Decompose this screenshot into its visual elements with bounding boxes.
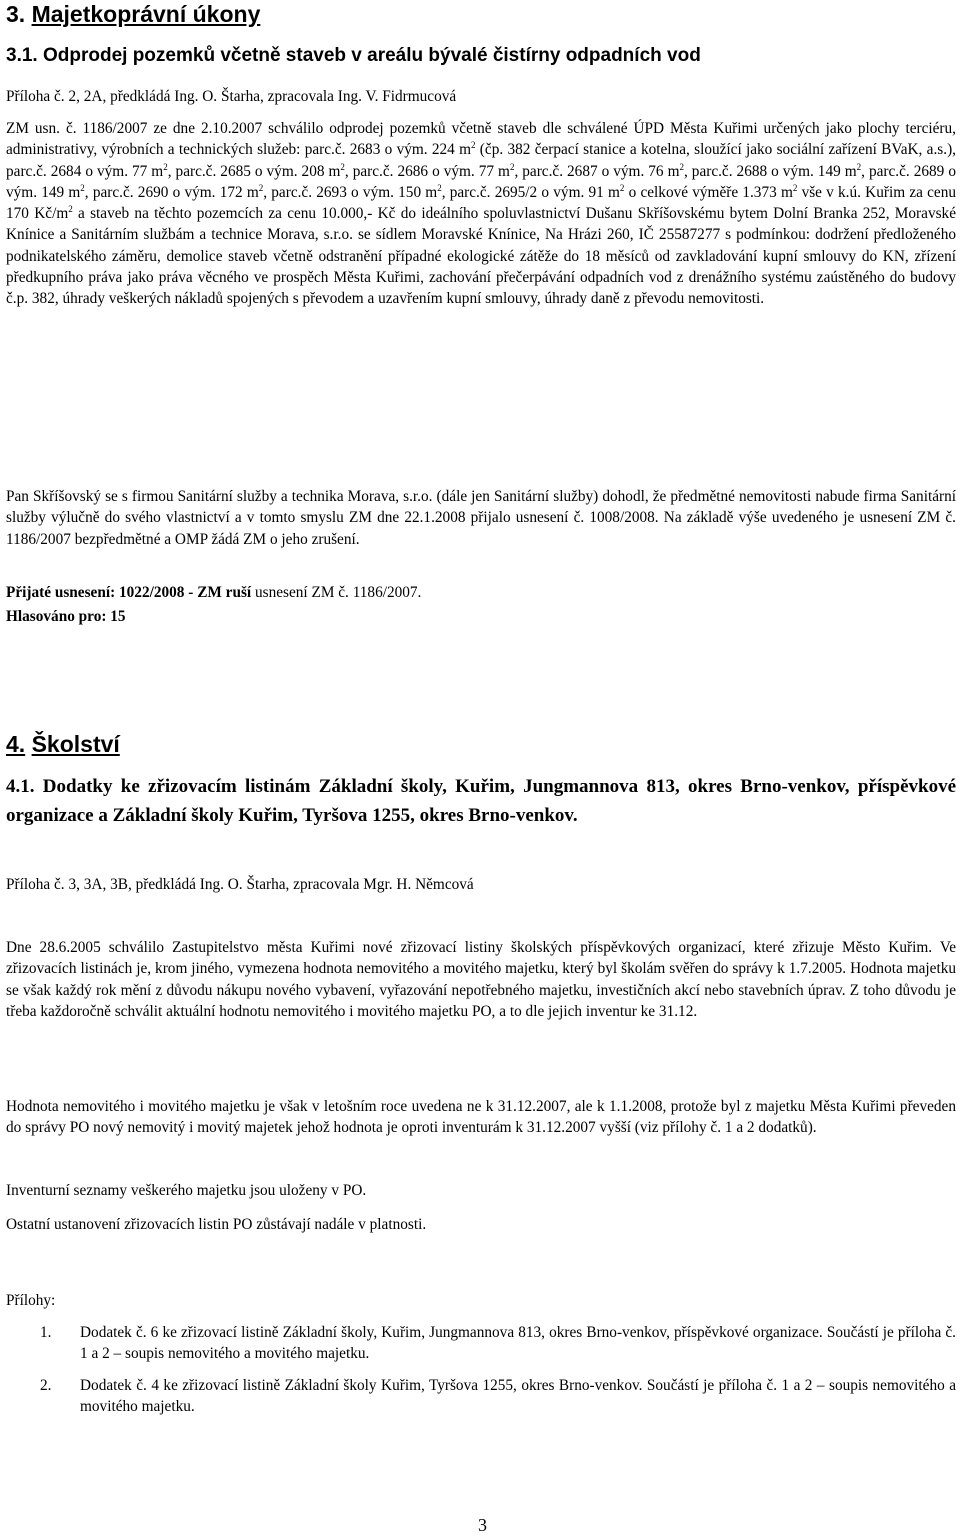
section-4-1-attachment: Příloha č. 3, 3A, 3B, předkládá Ing. O. Štarha, zpracovala Mgr. H. Němcová [6,876,474,893]
resolution-rest: usnesení ZM č. 1186/2007. [251,584,422,601]
section-4-heading [6,729,120,759]
section-4-1-paragraph-4: Ostatní ustanovení zřizovacích listin PO zůstávají nadále v platnosti. [6,1216,427,1233]
section-3-1-attachment: Příloha č. 2, 2A, předkládá Ing. O. Štarha, zpracovala Ing. V. Fidrmucová [6,88,457,105]
section-3-1-paragraph-1: ZM usn. č. 1186/2007 ze dne 2.10.2007 schválilo odprodej pozemků včetně staveb dle schválené ÚPD Města Kuřimi určených jako plochy terciéru, administrativy, výrobních a technických služeb: parc.č. 2683 o vým. 224 $m^2$ (čp. 382 čerpací stanice a kotelna, sloužící jako sociální zařízení BVaK, a.s.), parc.č. 2684 o vým. 77 $m^2$, parc.č. 2685 o vým. 208 $m^2$, parc.č. 2686 o vým. 77 $m^2$, parc.č. 2687 o vým. 76 $m^2$, parc.č. 2688 o vým. 149 $m^2$, parc.č. 2689 o vým. 149 $m^2$, parc.č. 2690 o vým. 172 $m^2$, parc.č. 2693 o vým. 150 $m^2$, parc.č. 2695/2 o vým. 91 $m^2$ o celkové výměře 1.373 $m^2$ vše v k.ú. Kuřim za cenu 170 $Kč/m^2$ a staveb na těchto pozemcích za cenu 10.000,- Kč do ideálního spoluvlastnictví Dušanu Skříšovskému bytem Dolní Branka 252, Moravské Knínice a Sanitárním službám a technice Morava, s.r.o. se sídlem Moravské Knínice, Na Hrázi 260, IČ 25587277 s podmínkou: dodržení předloženého podnikatelského záměru, demolice staveb včetně odstranění případné ekologické zátěže do 18 měsíců od zavkladování kupní smlouvy do KN, zřízení předkupního práva jako práva věcného ve prospěch Města Kuřimi, zachování přečerpávání odpadních vod z drenážního systému zaústěného do budovy č.p. 382, úhrady veškerých nákladů spojených s převodem a uzavřením kupní smlouvy, úhrady daně z převodu nemovitosti. [6,120,956,308]
annex-label: Přílohy: [6,1292,56,1309]
section-3-1-title: Odprodej pozemků včetně staveb v areálu bývalé čistírny odpadních vod [42,45,701,66]
page-number: 3 [478,1515,487,1535]
section-3-title: Majetkoprávní úkony [31,1,261,27]
list-item: 2. Dodatek č. 4 ke zřizovací listině Základní školy Kuřim, Tyršova 1255, okres Brno-venkov. Součástí je příloha č. 1 a 2 – soupis nemovitého a movitého majetku. [40,1376,956,1415]
resolution-line [6,582,956,603]
annex-list [6,1322,956,1427]
vote-count: Hlasováno pro: 15 [6,608,126,625]
section-4-1-paragraph-1: Dne 28.6.2005 schválilo Zastupitelstvo města Kuřimi nové zřizovací listiny školských příspěvkových organizací, které zřizuje Město Kuřim. Ve zřizovacích listinách je, krom jiného, vymezena hodnota nemovitého a movitého majetku, který byl školám svěřen do správy k 1.7.2005. Hodnota majetku se však každý rok mění z důvodu nákupu nového vybavení, vyřazování nepotřebného majetku, investičních akcí nebo stavebních úprav. Z toho důvodu je třeba každoročně schválit aktuální hodnotu nemovitého i movitého majetku PO, a to dle jejich inventur ke 31.12. [6,939,956,1020]
section-4-title: Školství [31,731,120,757]
section-4-1-paragraph-3: Inventurní seznamy veškerého majetku jsou uloženy v PO. [6,1182,367,1199]
resolution-bold: Přijaté usnesení: 1022/2008 - ZM ruší [6,584,252,601]
section-3-1-paragraph-2: Pan Skříšovský se s firmou Sanitární služby a technika Morava, s.r.o. (dále jen Sanitární služby) dohodl, že předmětné nemovitosti nabude firma Sanitární služby výlučně do svého vlastnictví a v tomto smyslu ZM dne 22.1.2008 přijalo usnesení č. 1008/2008. Na základě výše uvedeného je usnesení ZM č. 1186/2007 bezpředmětné a OMP žádá ZM o jeho zrušení. [6,488,956,548]
section-4-number: 4. [6,731,26,757]
section-4-1-paragraph-2: Hodnota nemovitého i movitého majetku je však v letošním roce uvedena ne k 31.12.2007, ale k 1.1.2008, protože byl z majetku Města Kuřimi převeden do správy PO nový nemovitý i movitý majetek jehož hodnota je oproti inventurám k 31.12.2007 vyšší (viz přílohy č. 1 a 2 dodatků). [6,1098,956,1137]
section-4-1-title: Dodatky ke zřizovacím listinám Základní školy, Kuřim, Jungmannova 813, okres Brno-venkov, příspěvkové organizace a Základní školy Kuřim, Tyršova 1255, okres Brno-venkov. [6,776,957,826]
section-4-1-heading: 4.1. Dodatky ke zřizovacím listinám Základní školy, Kuřim, Jungmannova 813, okres Brno-venkov, příspěvkové organizace a Základní školy Kuřim, Tyršova 1255, okres Brno-venkov. [6,776,957,826]
list-item: 1. Dodatek č. 6 ke zřizovací listině Základní školy, Kuřim, Jungmannova 813, okres Brno-venkov, příspěvkové organizace. Součástí je příloha č. 1 a 2 – soupis nemovitého a movitého majetku. [40,1324,956,1363]
section-3-number: 3. [6,1,26,27]
section-3-heading [6,0,260,28]
section-3-1-heading: 3.1. Odprodej pozemků včetně staveb v areálu bývalé čistírny odpadních vod [6,45,701,66]
